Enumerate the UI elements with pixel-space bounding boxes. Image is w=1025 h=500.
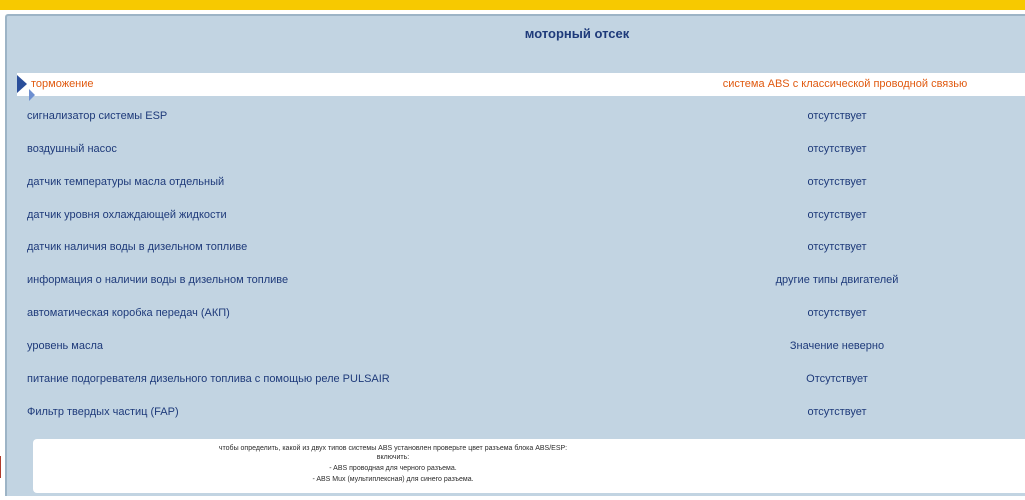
engine-compartment-panel xyxy=(5,14,1025,496)
row-value: отсутствует xyxy=(807,241,867,253)
list-row[interactable] xyxy=(7,107,1025,127)
note-line: чтобы определить, какой из двух типов системы ABS установлен проверьте цвет разъема блока ABS/ESP: xyxy=(218,445,568,452)
row-label: датчик наличия воды в дизельном топливе xyxy=(27,241,248,253)
row-label: датчик уровня охлаждающей жидкости xyxy=(27,209,227,221)
row-label: автоматическая коробка передач (АКП) xyxy=(27,307,230,319)
row-value: отсутствует xyxy=(807,143,867,155)
list-row[interactable] xyxy=(7,370,1025,390)
row-value: отсутствует xyxy=(807,209,867,221)
row-value: отсутствует xyxy=(807,406,867,418)
list-row[interactable] xyxy=(7,140,1025,160)
row-label: воздушный насос xyxy=(27,143,117,155)
row-value: другие типы двигателей xyxy=(775,274,899,286)
list-row[interactable] xyxy=(7,403,1025,423)
note-line: - ABS Mux (мультиплексная) для синего разъема. xyxy=(312,476,474,483)
list-row[interactable] xyxy=(7,304,1025,324)
row-value: Значение неверно xyxy=(789,340,885,352)
row-value: Отсутствует xyxy=(806,373,868,385)
info-note-box xyxy=(33,439,1025,493)
note-line: - ABS проводная для черного разъема. xyxy=(329,465,457,472)
list-row[interactable] xyxy=(7,271,1025,291)
top-accent-bar xyxy=(0,0,1025,10)
row-label: торможение xyxy=(31,78,94,90)
list-row[interactable] xyxy=(7,173,1025,193)
section-title: моторный отсек xyxy=(524,26,630,41)
row-value: отсутствует xyxy=(807,307,867,319)
row-value: система ABS с классической проводной связью xyxy=(722,78,968,90)
row-label: сигнализатор системы ESP xyxy=(27,110,168,122)
row-value: отсутствует xyxy=(807,176,867,188)
main-frame xyxy=(1,10,1025,500)
selected-row-braking[interactable] xyxy=(17,73,1025,96)
row-value: отсутствует xyxy=(807,110,867,122)
list-row[interactable] xyxy=(7,238,1025,258)
row-label: датчик температуры масла отдельный xyxy=(27,176,225,188)
list-row[interactable] xyxy=(7,206,1025,226)
row-label: Фильтр твердых частиц (FAP) xyxy=(27,406,179,418)
note-line: включить: xyxy=(376,454,410,461)
list-row[interactable] xyxy=(7,337,1025,357)
row-label: уровень масла xyxy=(27,340,104,352)
row-label: информация о наличии воды в дизельном топливе xyxy=(27,274,289,286)
selection-arrow-icon xyxy=(17,75,27,93)
row-label: питание подогревателя дизельного топлива с помощью реле PULSAIR xyxy=(27,373,390,385)
